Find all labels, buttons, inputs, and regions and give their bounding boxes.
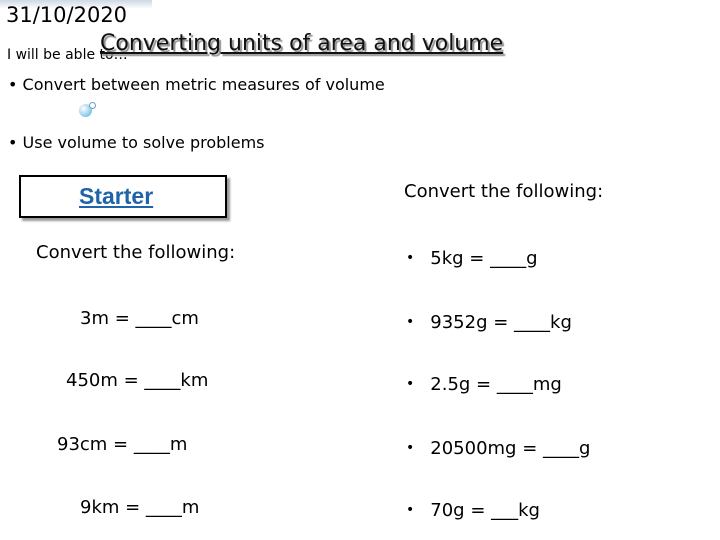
intro-text: I will be able to… [7,47,128,63]
bullet-icon: • [406,502,415,518]
bullet-icon: • [406,376,415,392]
right-question-item [406,248,538,269]
right-question-text: 5kg = ____g [430,248,538,269]
right-question-text: 70g = ___kg [430,500,540,521]
starter-question: 450m = ____km [66,370,209,391]
right-question-item [406,312,572,333]
objective-item: • Use volume to solve problems [8,133,265,152]
right-heading: Convert the following: [404,181,604,202]
right-question-item [406,500,540,521]
right-question-text: 20500mg = ____g [430,438,591,459]
page-title: Converting units of area and volume [100,31,504,56]
date-label: 31/10/2020 [6,3,128,27]
objective-item: • Convert between metric measures of volume [8,75,385,94]
starter-question: 93cm = ____m [57,434,188,455]
right-question-text: 9352g = ____kg [430,312,572,333]
bullet-icon: • [406,440,415,456]
bullet-icon: • [406,250,415,266]
right-question-text: 2.5g = ____mg [430,374,562,395]
starter-box [19,175,227,218]
starter-label: Starter [79,183,154,209]
starter-instruction: Convert the following: [36,242,236,263]
starter-question: 9km = ____m [80,497,200,518]
small-bubble-decoration-icon [89,102,96,109]
right-question-item [406,438,590,459]
bullet-icon: • [406,314,415,330]
right-question-item [406,374,562,395]
starter-question: 3m = ____cm [80,308,199,329]
